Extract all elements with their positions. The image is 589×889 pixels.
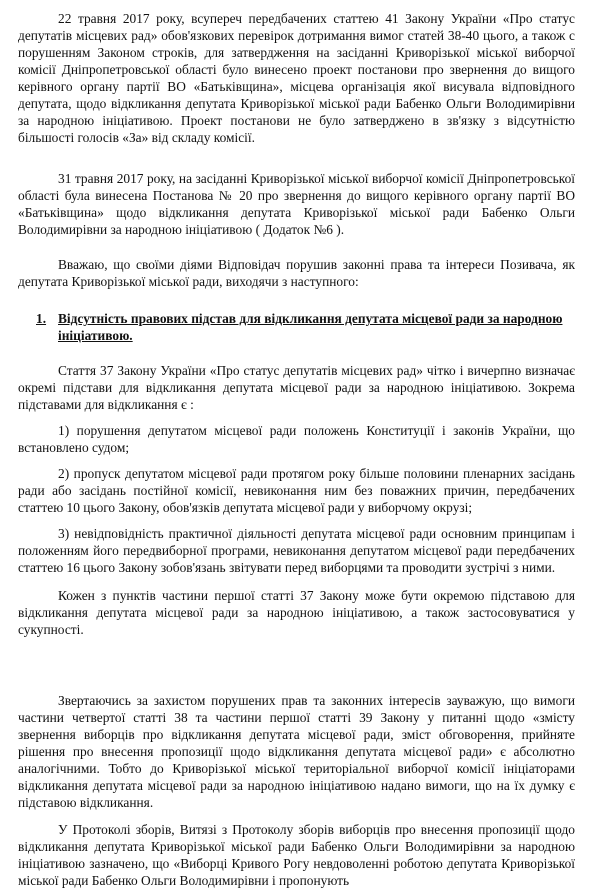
list-item-2: 2) пропуск депутатом місцевої ради протягом року більше половини пленарних засідань ради або засідань постійної комісії, невиконання ним без поважних причин, передбачених статтею 10 цього Закону, обов'язків депутата місцевої ради у виборчому окрузі; (18, 466, 575, 515)
section-heading (18, 310, 575, 344)
section-title: Відсутність правових підстав для відкликання депутата місцевої ради за народною ініціативою. (58, 311, 563, 343)
paragraph-2: 31 травня 2017 року, на засіданні Криворізької міської виборчої комісії Дніпропетровської області була винесена Постанова № 20 про звернення до вищого керівного органу партії ВО «Батьківщина» щодо відкликання депутата Криворізької міської ради Бабенко Ольги Володимирівни за народною ініціативою ( Додаток №6 ). (18, 171, 575, 237)
paragraph-1: 22 травня 2017 року, всупереч передбачених статтею 41 Закону України «Про статус депутатів місцевих рад» обов'язкових перевірок дотримання вимог статей 38-40 цього, а також с порушенням Законом строків, для затвердження на засіданні Криворізької міської виборчої комісії Дніпропетровської області було винесено проект постанови про звернення до вищого керівного органу партії ВО «Батьківщина», місцева організація якої висувала відповідного депутата, щодо відкликання депутата Криворізької міської ради Бабенко Ольги Володимирівни за народною ініціативою. Проект постанови не було затверджено в зв'язку з відсутністю більшості голосів «За» від складу комісії. (18, 11, 575, 145)
paragraph-7: У Протоколі зборів, Витязі з Протоколу зборів виборців про внесення пропозиції щодо відкликання депутата Криворізької міської ради Бабенко Ольги Володимирівни за народною ініціативою зазначено, що «Виборці Кривого Рогу невдоволенні роботою депутата Криворізької міської ради Бабенко Ольги Володимирівни і пропонують (18, 822, 575, 888)
paragraph-5: Кожен з пунктів частини першої статті 37 Закону може бути окремою підставою для відкликання депутата місцевої ради за народною ініціативою, а також застосовуватися у сукупності. (18, 588, 575, 637)
paragraph-3: Вважаю, що своїми діями Відповідач порушив законні права та інтереси Позивача, як депутата Криворізької міської ради, виходячи з наступного: (18, 257, 575, 289)
paragraph-6: Звертаючись за захистом порушених прав та законних інтересів зауважую, що вимоги частини четвертої статті 38 та частини першої статті 39 Закону у питанні щодо «змісту звернення виборців про відкликання депутата місцевої ради, зміст обговорення, прийняте рішення про внесення пропозиції щодо відкликання депутата місцевої ради» є абсолютно аналогічними. Тобто до Криворізької міської територіальної виборчої комісії ініціаторами відкликання депутата місцевої ради за народною ініціативою надано вимоги, що на їх думку є підставою відкликання. (18, 693, 575, 810)
list-item-3: 3) невідповідність практичної діяльності депутата місцевої ради основним принципам і положенням його передвиборної програми, невиконання депутатом місцевої ради передбачених статтею 16 цього Закону зобов'язань звітувати перед виборцями та проводити зустрічі з ними. (18, 526, 575, 575)
list-item-1: 1) порушення депутатом місцевої ради положень Конституції і законів України, що встановлено судом; (18, 423, 575, 455)
section-number: 1. (36, 311, 47, 326)
paragraph-4: Стаття 37 Закону України «Про статус депутатів місцевих рад» чітко і вичерпно визначає окремі підстави для відкликання депутата місцевої ради за народною ініціативою. Зокрема підставами для відкликання є : (18, 363, 575, 412)
